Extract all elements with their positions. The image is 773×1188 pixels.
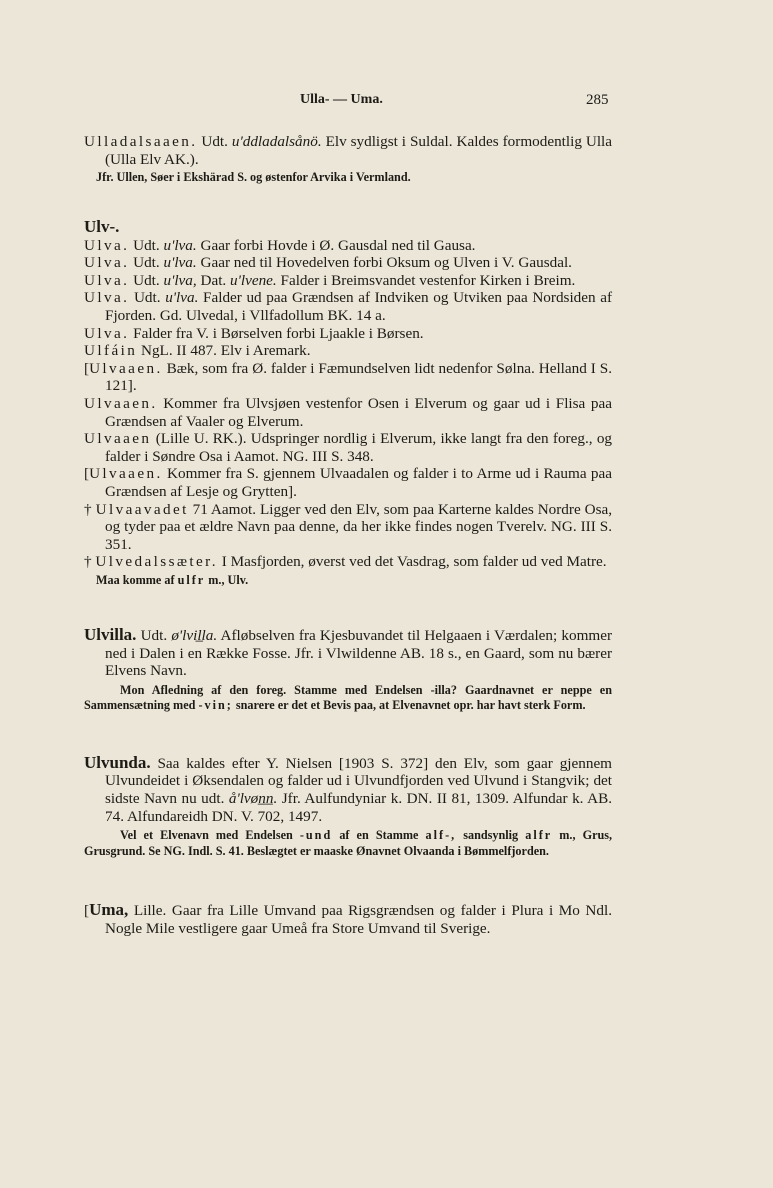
entry-name: Ulvaaen. xyxy=(89,359,163,377)
dagger-mark: † xyxy=(84,500,92,518)
entry-name: Ulva. xyxy=(84,236,130,254)
entry-ulvaavadet xyxy=(84,501,612,554)
entry-ulvunda xyxy=(84,754,612,825)
entry-name: Ulva. xyxy=(84,324,130,342)
page-header xyxy=(0,92,773,112)
note-text: Maa komme af xyxy=(96,572,175,587)
entry-ulva-3 xyxy=(84,272,612,290)
entry-name: Ulladalsaaen. xyxy=(84,133,198,150)
entry-pronunciation: u'lva. xyxy=(163,236,197,254)
entry-name: Ulfáin xyxy=(84,342,138,360)
entry-text: Gaar forbi Hovde i Ø. Gausdal ned til Gausa. xyxy=(200,236,476,254)
entry-name: Ulvaavadet xyxy=(95,500,189,518)
entry-text: Dat. xyxy=(200,271,227,289)
entry-text: Jfr. Aulfundyniar k. DN. II 81, 1309. Alfundar k. AB. 74. Alfundareidh DN. V. 702, 1497. xyxy=(105,790,613,825)
note-text: m., Ulv. xyxy=(208,572,249,587)
bracket-open: [ xyxy=(84,902,90,920)
entry-headword: Uma, xyxy=(89,900,129,920)
note-spaced-word: alf-, xyxy=(425,828,457,843)
entry-pronunciation: u'ddladalsånö. xyxy=(231,133,322,150)
entry-text: 71 Aamot. Ligger ved den Elv, som paa Karterne kaldes Nordre Osa, og tyder paa et ældre Navn paa denne, da her ikke findes nogen Tverelv. NG. III S. 351. xyxy=(105,500,613,553)
entry-text: Elv sydligst i Suldal. Kaldes formodentlig Ulla (Ulla Elv AK.). xyxy=(105,133,612,168)
note-spaced-word: alfr xyxy=(525,828,553,843)
entry-text: Udt. xyxy=(133,289,161,307)
entry-ulva-2 xyxy=(84,254,612,272)
entry-text: Gaar ned til Hovedelven forbi Oksum og Ulven i V. Gausdal. xyxy=(200,254,572,272)
note-spaced-word: -und xyxy=(299,828,333,843)
entry-text: Falder fra V. i Børselven forbi Ljaakle i Børsen. xyxy=(133,324,424,342)
entry-headword: Ulvunda. xyxy=(84,752,151,772)
entry-pronunciation: ø'lvil̲la. xyxy=(171,627,218,645)
entry-pronunciation: u'lva, xyxy=(163,271,197,289)
entry-text: Udt. xyxy=(140,627,168,645)
entry-name: Ulvaaen. xyxy=(84,394,158,412)
entry-ulfain xyxy=(84,342,612,360)
note-text: sandsynlig xyxy=(463,828,519,843)
entry-text: Udt. xyxy=(201,133,228,150)
entry-text: Kommer fra Ulvsjøen vestenfor Osen i Elverum og gaar ud i Flisa paa Grændsen af Vaaler og Elverum. xyxy=(105,394,612,430)
entry-name: Ulva. xyxy=(84,271,130,289)
page-body xyxy=(84,133,612,937)
bracket-open: [ xyxy=(84,465,90,483)
entry-text: Saa kaldes efter Y. Nielsen [1903 S. 372] den Elv, som gaar gjennem Ulvundeidet i Øksendalen og falder ud i Ulvundfjorden ved Ulvund i Stangvik; det sidste Navn nu udt. xyxy=(105,754,612,808)
note-ulvilla xyxy=(84,683,612,714)
entry-text: Lille. Gaar fra Lille Umvand paa Rigsgrændsen og falder i Plura i Mo Ndl. Nogle Mile vestligere gaar Umeå fra Store Umvand til Sverige. xyxy=(105,902,613,937)
entry-name: Ulva. xyxy=(84,254,130,272)
note-text: af en Stamme xyxy=(339,828,419,843)
entry-text: Udt. xyxy=(133,271,160,289)
entry-pronunciation: å'lvøn̲n̲. xyxy=(228,790,278,808)
entry-ulvaaen-3 xyxy=(84,430,612,465)
entry-ulvaaen-4 xyxy=(84,465,612,500)
page-number: 285 xyxy=(586,92,609,108)
entry-ulladalsaaen xyxy=(84,133,612,168)
entry-name: Ulvaaen. xyxy=(89,465,163,483)
running-head: Ulla- — Uma. xyxy=(300,92,383,107)
entry-ulva-1 xyxy=(84,237,612,255)
entry-text: Udt. xyxy=(133,236,160,254)
entry-pronunciation: u'lva. xyxy=(165,289,199,307)
entry-text: Falder ud paa Grændsen af Indviken og Utviken paa Nordsiden af Fjorden. Gd. Ulvedal, i Vllfadollum BK. 14 a. xyxy=(105,289,613,324)
entry-text: Udt. xyxy=(133,254,160,272)
note-spaced-word: -vin; xyxy=(198,698,233,713)
entry-headword: Ulvilla. xyxy=(84,625,137,645)
entry-uma xyxy=(84,901,612,937)
note-text: snarere er det et Bevis paa, at Elvenavnet opr. har havt sterk Form. xyxy=(235,698,586,713)
entry-text: Falder i Breimsvandet vestenfor Kirken i Breim. xyxy=(280,271,576,289)
note-text: Mon Afledning af den foreg. Stamme med Endelsen -illa? Gaardnavnet er neppe en Sammensætning med xyxy=(84,683,612,713)
entry-pronunciation: u'lvene. xyxy=(230,271,277,289)
entry-name: Ulvedalssæter. xyxy=(95,553,218,571)
entry-ulvaaen-1 xyxy=(84,360,612,395)
entry-text: NgL. II 487. Elv i Aremark. xyxy=(141,342,311,360)
entry-ulvaaen-2 xyxy=(84,395,612,430)
entry-text: (Lille U. RK.). Udspringer nordlig i Elverum, ikke langt fra den foreg., og falder i Søndre Osa i Aamot. NG. III S. 348. xyxy=(105,430,613,465)
note-ulladalsaaen: Jfr. Ullen, Søer i Ekshärad S. og østenfor Arvika i Vermland. xyxy=(96,170,411,185)
note-text: m., Grus, Grusgrund. Se NG. Indl. S. 41. Beslægtet er maaske Ønavnet Olvaanda i Bømmelfjorden. xyxy=(84,828,613,858)
section-heading-ulv: Ulv-. xyxy=(84,216,120,236)
entry-text: Kommer fra S. gjennem Ulvaadalen og falder i to Arme ud i Rauma paa Grændsen af Lesje og Grytten]. xyxy=(105,465,612,500)
entry-text: Afløbselven fra Kjesbuvandet til Helgaaen i Værdalen; kommer ned i Dalen i en Række Fosse. Jfr. i Vlwildenne AB. 18 s., en Gaard, som nu bærer Elvens Navn. xyxy=(105,627,612,680)
entry-text: Bæk, som fra Ø. falder i Fæmundselven lidt nedenfor Sølna. Helland I S. 121]. xyxy=(105,359,612,395)
dagger-mark: † xyxy=(84,553,92,571)
entry-name: Ulva. xyxy=(84,289,130,307)
entry-pronunciation: u'lva. xyxy=(163,254,197,272)
entry-text: I Masfjorden, øverst ved det Vasdrag, som falder ud ved Matre. xyxy=(221,553,607,571)
bracket-open: [ xyxy=(84,359,90,377)
entry-ulvedalssaeter xyxy=(84,553,612,571)
note-ulvunda xyxy=(84,828,612,859)
note-ulv xyxy=(84,573,612,588)
entry-ulva-4 xyxy=(84,289,612,324)
entry-ulva-5 xyxy=(84,325,612,343)
note-text: Vel et Elvenavn med Endelsen xyxy=(120,828,293,843)
entry-ulvilla xyxy=(84,626,612,680)
note-spaced-word: ulfr xyxy=(177,572,206,587)
entry-name: Ulvaaen xyxy=(84,430,152,448)
